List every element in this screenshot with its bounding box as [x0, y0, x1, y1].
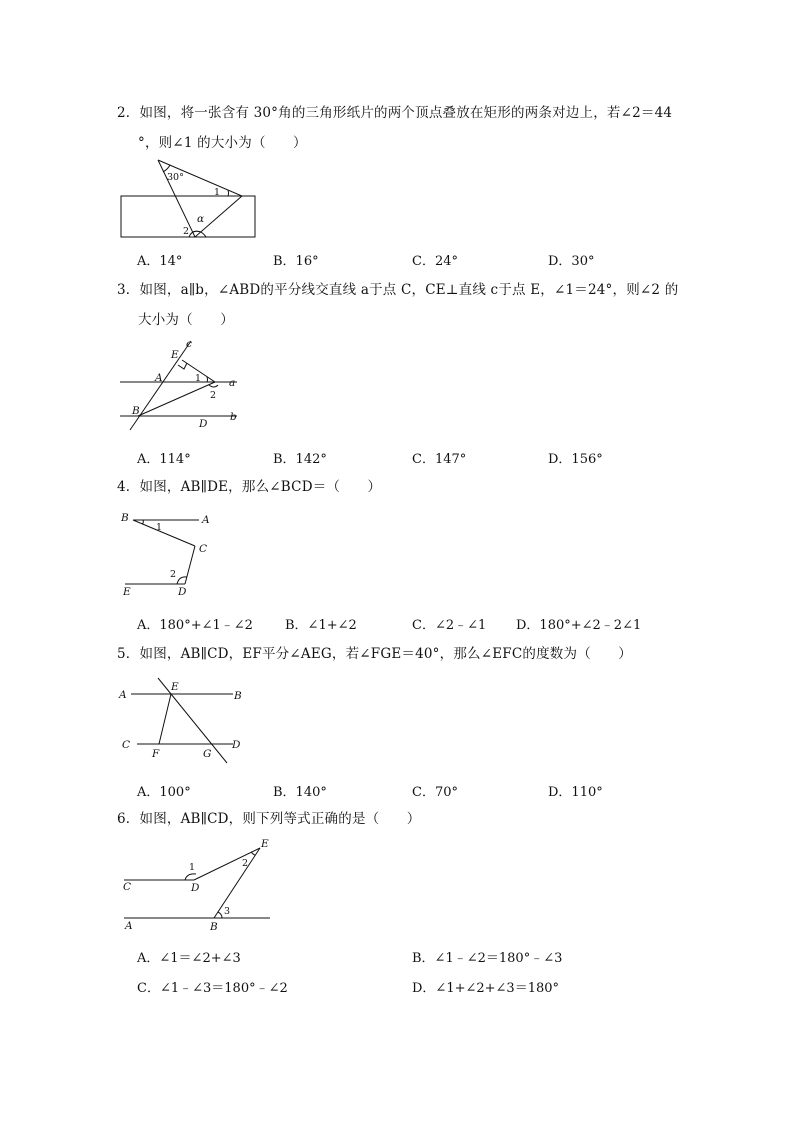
q6-arc-1	[185, 874, 196, 880]
q6-label-C: C	[123, 881, 132, 893]
q5-figure	[115, 675, 250, 770]
q2-arc-30	[163, 165, 170, 172]
q3-option-d[interactable]: D．156°	[548, 452, 603, 467]
q3-option-c[interactable]: C．147°	[412, 452, 467, 467]
q4-label-1: 1	[156, 522, 163, 533]
q2-option-b[interactable]: B．16°	[273, 254, 319, 269]
q3-label-a: a	[229, 377, 236, 389]
q5-label-F: F	[152, 748, 160, 760]
q3-option-a[interactable]: A．114°	[137, 452, 191, 467]
q3-label-1: 1	[195, 373, 202, 384]
q4-option-a[interactable]: A．180°+∠1﹣∠2	[137, 618, 253, 633]
q5-label-B: B	[234, 690, 242, 702]
q4-figure	[115, 508, 225, 600]
q6-segment-de	[194, 848, 260, 880]
q6-label-A: A	[125, 920, 133, 932]
q3-arc-1	[207, 377, 208, 382]
q2-figure	[115, 155, 265, 245]
q2-label-alpha: α	[197, 213, 205, 225]
q2-stem-text: 如图，将一张含有 30°角的三角形纸片的两个顶点叠放在矩形的两条对边上，若∠2＝44	[139, 105, 673, 121]
q5-stem-text: 如图，AB∥CD，EF平分∠AEG，若∠FGE＝40°，那么∠EFC的度数为（ ）	[139, 646, 632, 662]
q6-number: 6．	[117, 811, 140, 827]
q4-label-D: D	[178, 586, 187, 598]
q4-option-d[interactable]: D．180°+∠2﹣2∠1	[516, 618, 642, 633]
q6-label-D: D	[191, 882, 200, 894]
q3-number: 3．	[117, 282, 140, 298]
q5-option-d[interactable]: D．110°	[548, 785, 603, 800]
q5-line-eg	[158, 678, 227, 763]
q4-stem-text: 如图，AB∥DE，那么∠BCD＝（ ）	[139, 479, 382, 495]
q6-label-2: 2	[242, 858, 249, 869]
q2-label-2: 2	[183, 226, 190, 237]
q3-label-2: 2	[210, 390, 217, 401]
q6-option-a[interactable]: A．∠1＝∠2+∠3	[137, 951, 241, 966]
q5-label-C: C	[122, 739, 131, 751]
q2-stem-line1	[117, 104, 672, 122]
q2-option-a[interactable]: A．14°	[137, 254, 183, 269]
q6-stem-text: 如图，AB∥CD，则下列等式正确的是（ ）	[139, 811, 421, 827]
q5-number: 5．	[117, 646, 140, 662]
q2-label-1: 1	[214, 187, 221, 198]
q3-label-E: E	[171, 349, 179, 361]
q6-label-1: 1	[189, 862, 196, 873]
q6-label-3: 3	[224, 906, 231, 917]
q4-label-E: E	[123, 586, 131, 598]
q4-option-b[interactable]: B．∠1+∠2	[285, 618, 357, 633]
q3-right-angle-mark	[178, 363, 187, 369]
q3-bisector-bc	[138, 382, 215, 416]
q2-label-30: 30°	[167, 172, 184, 183]
q3-stem-text: 如图，a∥b，∠ABD的平分线交直线 a于点 C，CE⊥直线 c于点 E，∠1＝24°，则∠2 的	[139, 282, 679, 298]
q5-label-E: E	[171, 681, 179, 693]
q4-label-A: A	[202, 514, 210, 526]
q3-label-A: A	[155, 372, 163, 384]
q3-label-b: b	[230, 411, 237, 423]
q3-label-c: c	[186, 338, 192, 350]
q4-label-B: B	[121, 512, 129, 524]
q6-option-b[interactable]: B．∠1﹣∠2＝180°﹣∠3	[412, 951, 563, 966]
q5-option-a[interactable]: A．100°	[137, 785, 191, 800]
q6-stem-line1	[117, 810, 420, 828]
q5-option-c[interactable]: C．70°	[412, 785, 458, 800]
q3-stem-line1	[117, 281, 678, 299]
q4-label-C: C	[199, 543, 208, 555]
q6-figure	[115, 838, 275, 933]
q6-arc-2	[251, 852, 255, 855]
q4-arc-1	[142, 520, 143, 524]
q5-label-A: A	[119, 689, 127, 701]
q6-label-E: E	[261, 838, 269, 850]
q3-option-b[interactable]: B．142°	[273, 452, 327, 467]
q3-figure	[115, 338, 260, 433]
q2-option-d[interactable]: D．30°	[548, 254, 595, 269]
q6-option-d[interactable]: D．∠1+∠2+∠3＝180°	[412, 981, 560, 996]
q4-segment-cd	[185, 546, 195, 584]
q6-label-B: B	[210, 921, 218, 933]
q5-stem-line1	[117, 645, 632, 663]
q4-option-c[interactable]: C．∠2﹣∠1	[412, 618, 487, 633]
q2-arc-alpha	[201, 232, 206, 237]
q3-stem-line2: 大小为（ ）	[138, 312, 234, 328]
q3-label-D: D	[199, 418, 208, 430]
q5-label-G: G	[203, 748, 212, 760]
q2-arc-1	[228, 190, 229, 196]
q5-segment-ef	[159, 694, 171, 744]
q2-option-c[interactable]: C．24°	[412, 254, 458, 269]
q2-stem-line2: °，则∠1 的大小为（ ）	[138, 135, 307, 151]
q2-number: 2．	[117, 105, 140, 121]
q6-option-c[interactable]: C．∠1﹣∠3＝180°﹣∠2	[137, 981, 288, 996]
q4-number: 4．	[117, 479, 140, 495]
q6-segment-eb	[214, 848, 260, 918]
q4-label-2: 2	[170, 569, 177, 580]
q6-arc-3	[218, 912, 222, 918]
q4-stem-line1	[117, 478, 381, 496]
q3-arc-2	[209, 385, 218, 387]
q5-option-b[interactable]: B．140°	[273, 785, 327, 800]
q3-label-B: B	[132, 405, 140, 417]
q5-label-D: D	[232, 739, 241, 751]
